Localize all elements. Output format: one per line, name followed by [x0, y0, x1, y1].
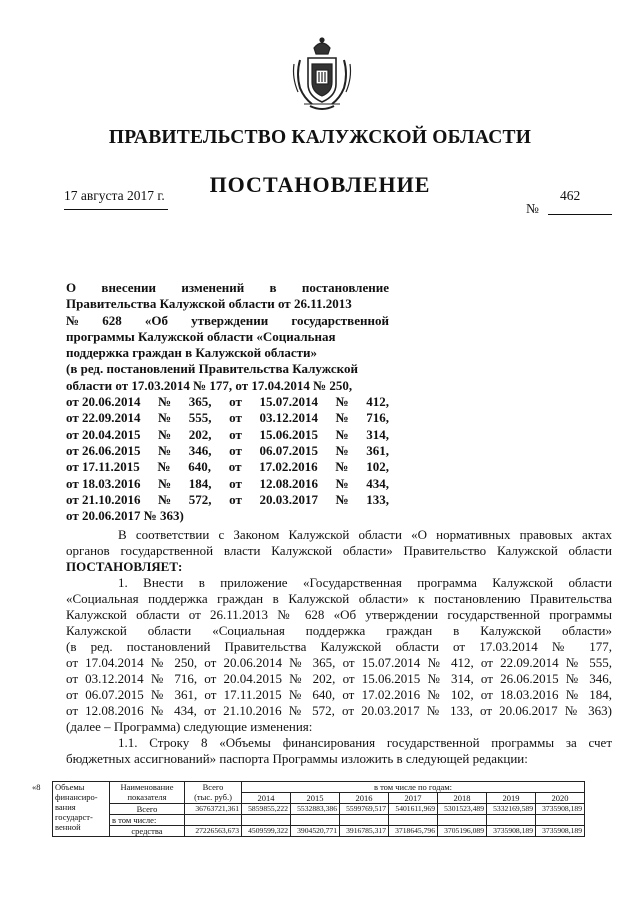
body-line: бюджетных ассигнований» паспорта Программы изложить в следующей редакции: — [66, 751, 528, 766]
body-line: от 06.07.2015 № 361, от 17.11.2015 № 640, от 17.02.2016 № 102, от 18.03.2016 № 184, — [66, 687, 612, 702]
document-body — [66, 527, 612, 767]
subject-line: № 628 «Об утверждении государственной — [66, 312, 389, 328]
body-line: от 03.12.2014 № 716, от 20.04.2015 № 202, от 15.06.2015 № 314, от 26.06.2015 № 346, — [66, 671, 612, 686]
row-label: в том числе: — [110, 815, 185, 826]
document-date: 17 августа 2017 г. — [64, 188, 165, 203]
row-value: 5599769,517 — [340, 804, 389, 815]
row-value: 5401611,969 — [389, 804, 438, 815]
row-value: 3718645,796 — [389, 826, 438, 837]
year-header: 2019 — [487, 793, 536, 804]
column-header-total: Всего (тыс. руб.) — [185, 782, 242, 804]
row-value: 5859855,222 — [242, 804, 291, 815]
coat-of-arms-emblem — [290, 34, 354, 114]
row-value: 4509599,322 — [242, 826, 291, 837]
subject-line: (в ред. постановлений Правительства Калужской — [66, 361, 358, 377]
year-header: 2020 — [536, 793, 585, 804]
row-value: 3735908,189 — [487, 826, 536, 837]
body-line: Калужской области от 26.11.2013 № 628 «Об утверждении государственной программы — [66, 607, 612, 622]
body-line: (далее – Программа) следующие изменения: — [66, 719, 313, 734]
table-row-title: Объемы финансиро- вания государст- венной — [53, 782, 110, 837]
row-label: Всего — [110, 804, 185, 815]
subject-row: от 21.10.2016 № 572, от 20.03.2017 № 133, — [66, 491, 389, 507]
year-header: 2017 — [389, 793, 438, 804]
subject-line: от 20.06.2017 № 363) — [66, 508, 184, 524]
body-line: «Социальная поддержка граждан в Калужской области» к постановлению Правительства — [66, 591, 612, 606]
subject-line: программы Калужской области «Социальная — [66, 328, 336, 344]
table-row — [30, 815, 585, 826]
body-line: органов государственной власти Калужской области» Правительство Калужской области — [66, 543, 612, 558]
row-value: 3705196,089 — [438, 826, 487, 837]
body-line: Калужской области «Социальная поддержка граждан в Калужской области» — [66, 623, 612, 638]
document-number: 462 — [560, 188, 581, 203]
organization-title: ПРАВИТЕЛЬСТВО КАЛУЖСКОЙ ОБЛАСТИ — [108, 127, 532, 148]
number-sign: № — [526, 201, 539, 216]
row-total: 36763721,361 — [185, 804, 242, 815]
subject-row: от 17.11.2015 № 640, от 17.02.2016 № 102, — [66, 459, 389, 475]
subject-line: О внесении изменений в постановление — [66, 280, 389, 295]
resolves-heading: ПОСТАНОВЛЯЕТ: — [66, 559, 183, 574]
body-line: от 12.08.2016 № 434, от 21.10.2016 № 572, от 20.03.2017 № 133, от 20.06.2017 № 363) — [66, 703, 612, 718]
column-header-years: в том числе по годам: — [242, 782, 585, 793]
body-line: 1.1. Строку 8 «Объемы финансирования государственной программы за счет — [118, 735, 612, 750]
row-value: 3735908,189 — [536, 826, 585, 837]
subject-line: поддержка граждан в Калужской области» — [66, 345, 318, 361]
row-total: 27226563,673 — [185, 826, 242, 837]
subject-line: Правительства Калужской области от 26.11.2013 — [66, 296, 352, 312]
body-line: (в ред. постановлений Правительства Калужской области от 17.03.2014 № 177, — [66, 639, 612, 654]
table-row — [30, 804, 585, 815]
column-header-name: Наименование показателя — [110, 782, 185, 804]
body-line: 1. Внести в приложение «Государственная программа Калужской области — [118, 575, 612, 590]
row-value: 5532883,386 — [291, 804, 340, 815]
row-value: 3904520,771 — [291, 826, 340, 837]
financing-table — [30, 781, 585, 837]
row-value: 5332169,589 — [487, 804, 536, 815]
row-value: 3735908,189 — [536, 804, 585, 815]
year-header: 2018 — [438, 793, 487, 804]
document-type: ПОСТАНОВЛЕНИЕ — [209, 172, 431, 197]
year-header: 2016 — [340, 793, 389, 804]
subject-row: от 20.06.2014 № 365, от 15.07.2014 № 412, — [66, 394, 389, 410]
row-value: 3916785,317 — [340, 826, 389, 837]
row-value: 5301523,489 — [438, 804, 487, 815]
number-underline — [548, 214, 612, 215]
subject-row: от 22.09.2014 № 555, от 03.12.2014 № 716, — [66, 410, 389, 426]
subject-row: от 18.03.2016 № 184, от 12.08.2016 № 434, — [66, 475, 389, 491]
subject-row: от 20.04.2015 № 202, от 15.06.2015 № 314, — [66, 426, 389, 442]
year-header: 2014 — [242, 793, 291, 804]
subject-row: от 26.06.2015 № 346, от 06.07.2015 № 361, — [66, 442, 389, 458]
subject-amendment-list — [66, 394, 389, 508]
table-row — [30, 826, 585, 837]
document-subject — [66, 280, 389, 524]
body-line: В соответствии с Законом Калужской области «О нормативных правовых актах — [118, 527, 612, 542]
row-label: средства — [110, 826, 185, 837]
row-mark: «8 — [32, 781, 41, 792]
table-header-row — [30, 782, 585, 793]
subject-line: области от 17.03.2014 № 177, от 17.04.2014 № 250, — [66, 377, 353, 393]
year-header: 2015 — [291, 793, 340, 804]
date-underline — [64, 209, 168, 210]
body-line: от 17.04.2014 № 250, от 20.06.2014 № 365, от 15.07.2014 № 412, от 22.09.2014 № 555, — [66, 655, 612, 670]
